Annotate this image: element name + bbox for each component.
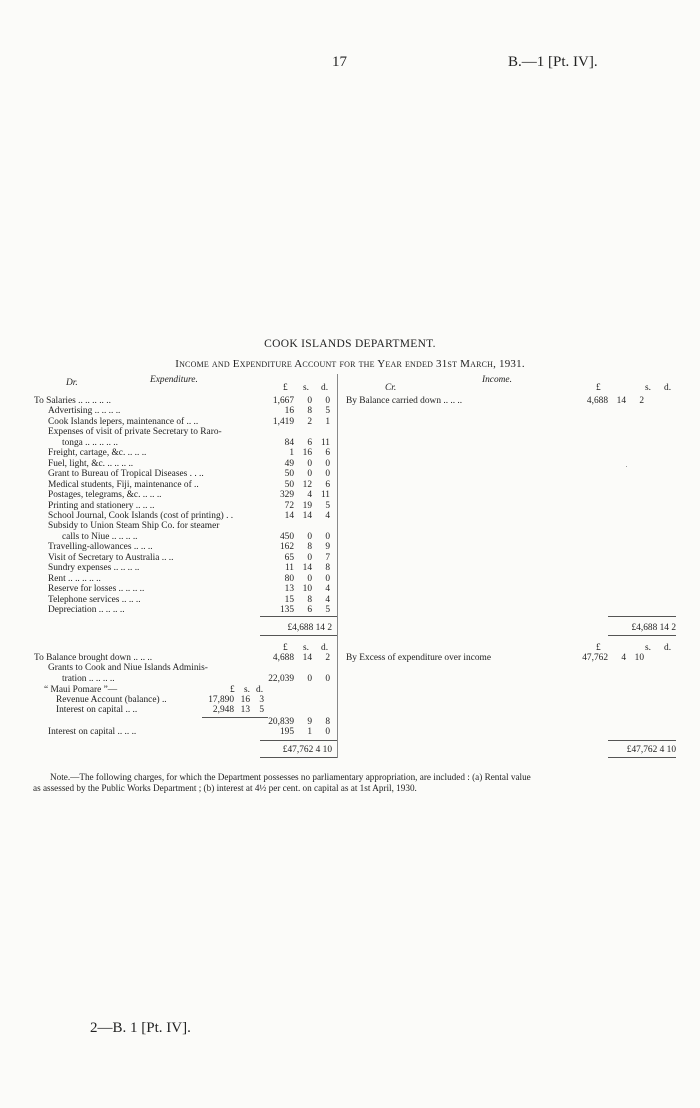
expenditure-item-pounds: 11: [284, 563, 294, 574]
shilling-head-right: s.: [645, 383, 651, 393]
expenditure-item-shillings: 14: [302, 510, 312, 521]
expenditure-item-label: Printing and stationery .. .. ..: [48, 500, 155, 511]
expenditure-item-pence: 8: [325, 563, 330, 574]
page-subtitle: Income and Expenditure Account for the Year ended 31st March, 1931.: [175, 358, 525, 370]
expenditure-item-pence: 4: [325, 594, 330, 605]
total-rule-left: [260, 616, 337, 617]
expenditure-item-pounds: 1,419: [272, 416, 294, 427]
total-left: £4,688 14 2: [287, 623, 332, 633]
total-rule-right: [608, 616, 676, 617]
expenditure-item-pence: 1: [325, 416, 330, 427]
balance-brought-down-shillings: 14: [302, 653, 312, 663]
note-line-2: as assessed by the Public Works Department ; (b) interest at 4½ per cent. on capital as at 1st April, 1930.: [33, 783, 417, 793]
interest-capital-label: Interest on capital .. .. ..: [48, 727, 137, 737]
expenditure-item-pence: 9: [325, 542, 330, 553]
expenditure-item-label: Postages, telegrams, &c. .. .. ..: [48, 490, 162, 501]
revenue-account-pounds: 17,890: [208, 695, 234, 705]
maui-pence-head: d.: [256, 685, 264, 695]
expenditure-item-shillings: 6: [307, 605, 312, 615]
shilling-head-right-2: s.: [645, 643, 651, 653]
expenditure-item-pence: 4: [325, 584, 330, 595]
column-divider-2: [337, 642, 338, 758]
balance-brought-down-label: To Balance brought down .. .. ..: [34, 653, 153, 663]
grants-pounds: 22,039: [268, 674, 294, 684]
maui-interest-shillings: 13: [240, 705, 250, 715]
expenditure-item-shillings: 0: [307, 573, 312, 584]
interest-capital-pence: 0: [325, 727, 330, 737]
expenditure-item-label: Travelling-allowances .. .. ..: [48, 542, 153, 553]
expenditure-item-label: Telephone services .. .. ..: [48, 594, 141, 605]
expenditure-item-pounds: 50: [284, 479, 294, 490]
expenditure-item-shillings: 16: [302, 448, 312, 459]
expenditure-item-pounds: 16: [284, 406, 294, 417]
pound-head: £: [283, 383, 288, 393]
revenue-account-label: Revenue Account (balance) ..: [56, 695, 167, 705]
expenditure-item-shillings: 0: [307, 531, 312, 542]
expenditure-item-shillings: 0: [307, 469, 312, 480]
expenditure-item-pounds: 135: [279, 605, 294, 615]
revenue-account-pence: 3: [259, 695, 264, 705]
expenditure-item-label: Advertising .. .. .. ..: [48, 406, 121, 417]
expenditure-item-pence: 0: [325, 396, 330, 406]
balance-carried-down-pence: 2: [639, 396, 644, 406]
pence-head-right: d.: [664, 383, 672, 393]
total-right: £4,688 14 2: [631, 623, 676, 633]
expenditure-item-pounds: 1,667: [272, 396, 294, 406]
expenditure-item-shillings: 0: [307, 552, 312, 563]
expenditure-item-shillings: 0: [307, 458, 312, 469]
expenditure-item-pence: 5: [325, 406, 330, 417]
note-line-1: Note.—The following charges, for which the Department possesses no parliamentary appropriation, are included : (a) Rental value: [50, 772, 531, 782]
shilling-head-2: s.: [303, 643, 309, 653]
excess-shillings: 4: [621, 653, 626, 663]
document-reference: B.—1 [Pt. IV].: [508, 54, 598, 70]
expenditure-item-pence: 7: [325, 552, 330, 563]
maui-shilling-head: s.: [244, 685, 250, 695]
subtotal-pounds: 20,839: [268, 717, 294, 727]
maui-interest-pence: 5: [259, 705, 264, 715]
expenditure-item-pence: 11: [320, 490, 330, 501]
expenditure-item-shillings: 8: [307, 542, 312, 553]
expenditure-item-pounds: 80: [284, 573, 294, 584]
expenditure-item-shillings: 8: [307, 594, 312, 605]
grand-total-right: £47,762 4 10: [626, 745, 676, 755]
expenditure-item-pence: 5: [325, 500, 330, 511]
total-double-rule-left: [260, 635, 337, 636]
grants-pence: 0: [325, 674, 330, 684]
expenditure-heading: Expenditure.: [150, 375, 198, 385]
expenditure-item-label: Rent .. .. .. .. ..: [48, 573, 101, 584]
revenue-account-shillings: 16: [240, 695, 250, 705]
maui-interest-label: Interest on capital .. ..: [56, 705, 138, 715]
excess-pounds: 47,762: [582, 653, 608, 663]
expenditure-item-shillings: 2: [307, 416, 312, 427]
pound-head-2: £: [283, 643, 288, 653]
grand-total-double-rule-left: [260, 757, 337, 758]
expenditure-item-pence: 4: [325, 510, 330, 521]
expenditure-item-pounds: 162: [279, 542, 294, 553]
subtotal-shillings: 9: [307, 717, 312, 727]
expenditure-item-pounds: 450: [279, 531, 294, 542]
expenditure-item-pounds: 13: [284, 584, 294, 595]
grants-label-1: Grants to Cook and Niue Islands Adminis-: [48, 663, 208, 673]
expenditure-item-label: To Salaries .. .. .. .. ..: [34, 396, 111, 406]
balance-carried-down-shillings: 14: [616, 396, 626, 406]
expenditure-item-label: Fuel, light, &c. .. .. .. ..: [48, 458, 134, 469]
expenditure-item-pence: 0: [325, 458, 330, 469]
balance-brought-down-pence: 2: [325, 653, 330, 663]
expenditure-item-shillings: 10: [302, 584, 312, 595]
expenditure-item-label: Subsidy to Union Steam Ship Co. for steamer: [48, 521, 220, 532]
expenditure-item-label: School Journal, Cook Islands (cost of printing) . .: [48, 510, 234, 521]
expenditure-item-pounds: 50: [284, 469, 294, 480]
expenditure-item-label: tonga .. .. .. .. ..: [62, 437, 118, 448]
expenditure-item-pounds: 329: [279, 490, 294, 501]
expenditure-item-shillings: 0: [307, 396, 312, 406]
expenditure-item-shillings: 14: [302, 563, 312, 574]
interest-capital-pounds: 195: [279, 727, 294, 737]
dr-heading: Dr.: [66, 378, 78, 388]
expenditure-item-label: Expenses of visit of private Secretary to Raro-: [48, 427, 222, 438]
expenditure-item-pence: 5: [325, 605, 330, 615]
pence-head-right-2: d.: [664, 643, 672, 653]
grand-total-double-rule-right: [608, 757, 676, 758]
expenditure-item-shillings: 12: [302, 479, 312, 490]
expenditure-item-pounds: 65: [284, 552, 294, 563]
expenditure-item-pence: 6: [325, 448, 330, 459]
excess-pence: 10: [634, 653, 644, 663]
page-number: 17: [332, 54, 347, 70]
expenditure-item-label: Medical students, Fiji, maintenance of ..: [48, 479, 199, 490]
pound-head-right: £: [596, 383, 601, 393]
pence-head: d.: [321, 383, 329, 393]
pence-head-2: d.: [321, 643, 329, 653]
expenditure-item-pounds: 15: [284, 594, 294, 605]
expenditure-item-label: Reserve for losses .. .. .. ..: [48, 584, 145, 595]
expenditure-item-pounds: 49: [284, 458, 294, 469]
grand-total-rule-right: [608, 740, 676, 741]
balance-brought-down-pounds: 4,688: [272, 653, 294, 663]
expenditure-item-label: Cook Islands lepers, maintenance of .. ..: [48, 416, 199, 427]
expenditure-item-label: calls to Niue .. .. .. ..: [62, 531, 138, 542]
expenditure-item-pence: 0: [325, 531, 330, 542]
subtotal-pence: 8: [325, 717, 330, 727]
grand-total-left: £47,762 4 10: [282, 745, 332, 755]
maui-interest-pounds: 2,948: [212, 705, 234, 715]
column-divider: [337, 374, 338, 644]
expenditure-item-shillings: 8: [307, 406, 312, 417]
expenditure-item-pounds: 1: [289, 448, 294, 459]
expenditure-item-pounds: 14: [284, 510, 294, 521]
expenditure-item-label: Depreciation .. .. .. ..: [48, 605, 125, 615]
expenditure-item-label: Freight, cartage, &c. .. .. ..: [48, 448, 147, 459]
maui-pomare-label: “ Maui Pomare ”—: [44, 685, 118, 695]
page-title: COOK ISLANDS DEPARTMENT.: [264, 338, 436, 350]
interest-capital-shillings: 1: [307, 727, 312, 737]
expenditure-item-label: Sundry expenses .. .. .. ..: [48, 563, 140, 574]
balance-carried-down-pounds: 4,688: [586, 396, 608, 406]
expenditure-item-pence: 11: [320, 437, 330, 448]
grants-shillings: 0: [307, 674, 312, 684]
grants-label-2: tration .. .. .. ..: [62, 674, 115, 684]
page-footer: 2—B. 1 [Pt. IV].: [90, 1020, 191, 1036]
speck: [626, 466, 627, 467]
excess-label: By Excess of expenditure over income: [346, 653, 492, 663]
expenditure-item-pence: 0: [325, 469, 330, 480]
income-heading: Income.: [482, 375, 512, 385]
cr-heading: Cr.: [385, 383, 397, 393]
total-double-rule-right: [608, 635, 676, 636]
pound-head-right-2: £: [596, 643, 601, 653]
expenditure-item-pence: 6: [325, 479, 330, 490]
expenditure-item-label: Grant to Bureau of Tropical Diseases . . ..: [48, 469, 204, 480]
expenditure-item-pence: 0: [325, 573, 330, 584]
maui-pound-head: £: [230, 685, 235, 695]
expenditure-item-pounds: 84: [284, 437, 294, 448]
shilling-head: s.: [303, 383, 309, 393]
expenditure-item-shillings: 19: [302, 500, 312, 511]
expenditure-item-pounds: 72: [284, 500, 294, 511]
expenditure-item-label: Visit of Secretary to Australia .. ..: [48, 552, 174, 563]
balance-carried-down-label: By Balance carried down .. .. ..: [346, 396, 463, 406]
expenditure-item-shillings: 6: [307, 437, 312, 448]
grand-total-rule-left: [260, 740, 337, 741]
expenditure-item-shillings: 4: [307, 490, 312, 501]
